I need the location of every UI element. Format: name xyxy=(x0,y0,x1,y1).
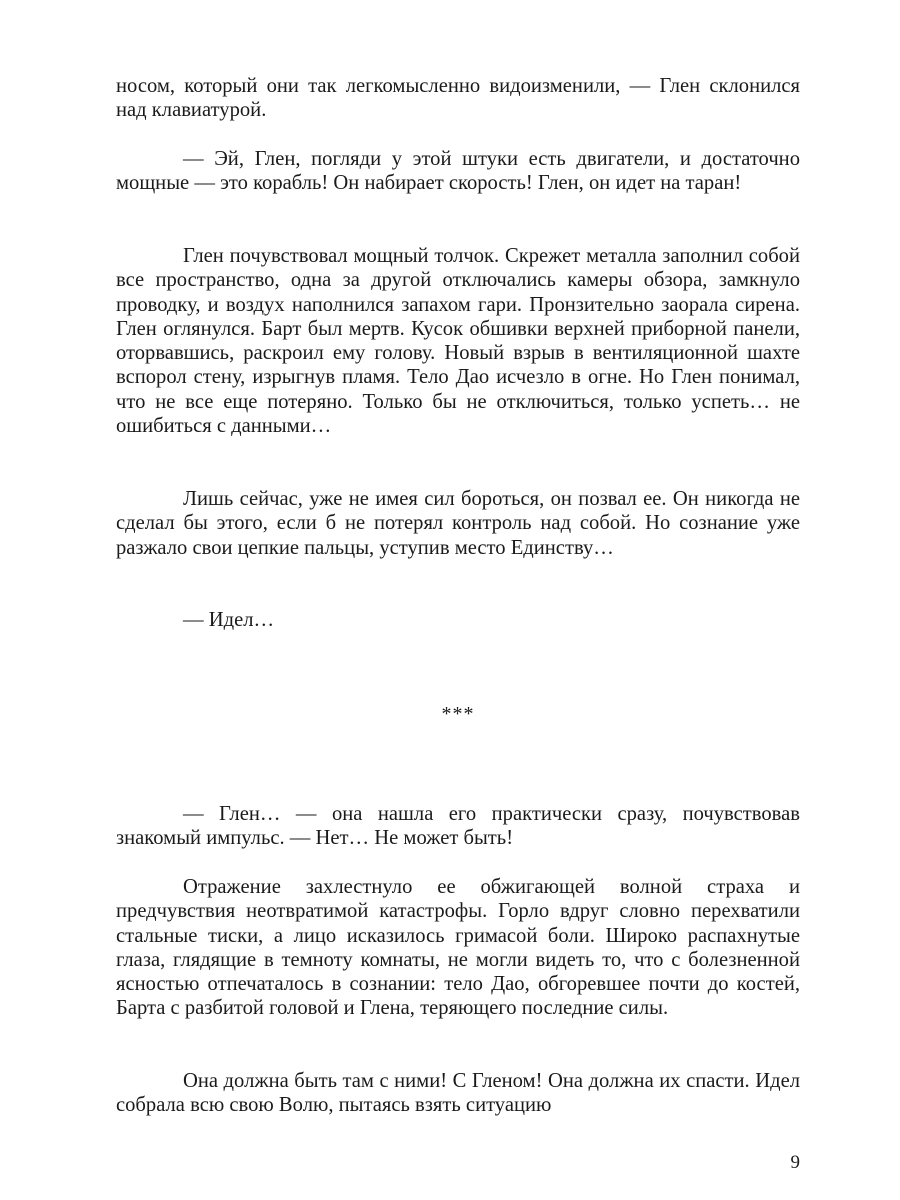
paragraph-block-2 xyxy=(116,147,800,196)
scene-break: *** xyxy=(441,703,475,725)
paragraph-4: Лишь сейчас, уже не имея сил бороться, он позвал ее. Он никогда не сделал бы этого, если б не потерял контроль над собой. Но сознание уже разжало свои цепкие пальцы, уступив место Единству… xyxy=(116,488,800,559)
page-number: 9 xyxy=(790,1152,800,1173)
paragraph-block-8 xyxy=(116,1069,800,1118)
paragraph-8: Она должна быть там с ними! С Гленом! Она должна их спасти. Идел собрала всю свою Волю, пытаясь взять ситуацию xyxy=(116,1070,800,1117)
paragraph-block-4 xyxy=(116,487,800,560)
paragraph-7: Отражение захлестнуло ее обжигающей волной страха и предчувствия неотвратимой катастрофы. Горло вдруг словно перехватили стальные тиски, а лицо исказилось гримасой боли. Широко распахнутые глаза, глядящие в темноту комнаты, не могли видеть то, что с болезненной ясностью отпечаталось в сознании: тело Дао, обгоревшее почти до костей, Барта с разбитой головой и Глена, теряющего последние силы. xyxy=(116,876,800,1020)
paragraph-block-5 xyxy=(116,608,800,632)
paragraph-block-1 xyxy=(116,74,800,123)
paragraph-1: носом, который они так легкомысленно видоизменили, — Глен склонился над клавиатурой. xyxy=(116,75,800,122)
paragraph-5: — Идел… xyxy=(183,609,275,631)
paragraph-2: — Эй, Глен, погляди у этой штуки есть двигатели, и достаточно мощные — это корабль! Он набирает скорость! Глен, он идет на таран! xyxy=(116,148,800,195)
paragraph-6: — Глен… — она нашла его практически сразу, почувствовав знакомый импульс. — Нет… Не может быть! xyxy=(116,803,800,850)
paragraph-block-6 xyxy=(116,802,800,851)
paragraph-block-7 xyxy=(116,875,800,1021)
paragraph-block-3 xyxy=(116,244,800,438)
paragraph-3: Глен почувствовал мощный толчок. Скрежет металла заполнил собой все пространство, одна за другой отключались камеры обзора, замкнуло проводку, и воздух наполнился запахом гари. Пронзительно заорала сирена. Глен оглянулся. Барт был мертв. Кусок обшивки верхней приборной панели, оторвавшись, раскроил ему голову. Новый взрыв в вентиляционной шахте вспорол стену, изрыгнув пламя. Тело Дао исчезло в огне. Но Глен понимал, что не все еще потеряно. Только бы не отключиться, только успеть… не ошибиться с данными… xyxy=(116,245,800,438)
